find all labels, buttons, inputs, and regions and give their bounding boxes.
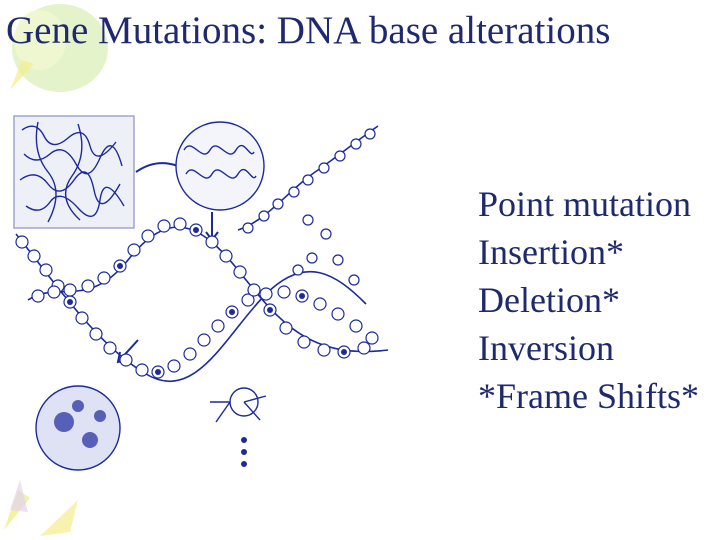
- list-item: Point mutation: [478, 184, 692, 224]
- dna-structure-illustration: [8, 110, 408, 478]
- list-item: Deletion*: [478, 280, 620, 320]
- corner-decoration-bottom: [0, 470, 110, 540]
- mutation-types-list: [478, 180, 699, 420]
- slide-title: Gene Mutations: DNA base alterations: [6, 9, 611, 52]
- list-item: *Frame Shifts*: [478, 376, 699, 416]
- list-item: Inversion: [478, 328, 614, 368]
- list-item: Insertion*: [478, 232, 624, 272]
